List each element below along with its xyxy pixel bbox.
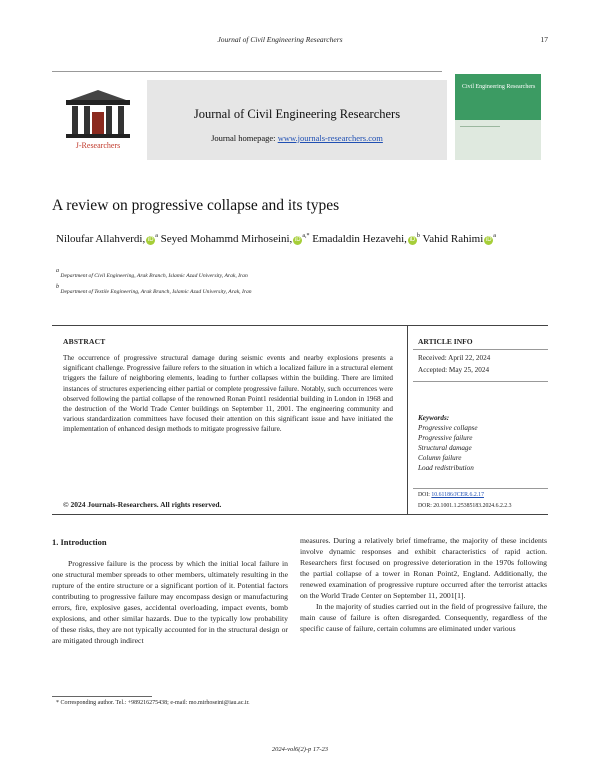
corresponding-author-footnote: * Corresponding author. Tel.: +989216275438; e-mail: mo.mirhoseini@iau.ac.ir. — [56, 700, 250, 706]
abstract-text: The occurrence of progressive structural damage during seismic events and nearby explosions presents a significant challenge. Progressive failure refers to the situation in which a localized failure in a structural element triggers the failure of neighboring elements, leading to further collapses within the building. There are limited instances of structures experiencing either partial or complete progressive failure. Notably, such occurrences were observed following the partial collapse of the renowned Ronan Point1 residential building in London in 1968 and the destruction of the World Trade Center buildings on September 11, 2001. The engineering community and various standardization committees have focused their attention on this significant issue and have initiated the implementation of enhanced design methods to mitigate progressive failure. — [63, 354, 393, 434]
affiliation-text: Department of Civil Engineering, Arak Branch, Islamic Azad University, Arak, Iran — [60, 273, 248, 279]
keywords-list — [418, 423, 478, 473]
body-left-column — [52, 558, 288, 646]
journal-logo-icon — [62, 88, 134, 146]
accepted-date: Accepted: May 25, 2024 — [418, 366, 490, 374]
copyright-notice: © 2024 Journals-Researchers. All rights reserved. — [63, 500, 222, 509]
orcid-icon[interactable]: iD — [294, 237, 301, 243]
body-paragraph: Progressive failure is the process by which the initial local failure in one structural member spreads to other members, ultimately resulting in the rupture of the entire structure or a significant portion of it. Potential factors contributing to progressive failure may encompass design or manufacturing errors, fire, explosive gases, accidental overloading, impact events, bomb explosions, and other similar hazards. Due to the typically low probability of these risks, they are not typically accounted for in the structural design or are mitigated through indirect — [52, 559, 288, 645]
keyword-item: Structural damage — [418, 444, 472, 452]
author-affiliation-mark: a,* — [302, 233, 310, 239]
author-name: Seyed Mohammd Mirhoseini, — [160, 233, 293, 245]
received-date: Received: April 22, 2024 — [418, 354, 491, 362]
running-header-journal: Journal of Civil Engineering Researchers — [217, 35, 343, 44]
journal-banner-title: Journal of Civil Engineering Researchers — [193, 107, 401, 121]
author-affiliation-mark: a — [155, 233, 158, 239]
orcid-icon[interactable]: iD — [485, 237, 492, 243]
homepage-label: Journal homepage: — [211, 133, 276, 143]
abstract-top-rule — [52, 325, 548, 326]
author-list — [56, 229, 556, 246]
abstract-column-divider — [407, 326, 408, 514]
body-right-column — [300, 535, 547, 634]
journal-cover-decoration — [460, 126, 500, 127]
doi-label: DOI: — [418, 492, 430, 498]
keywords-heading: Keywords: — [418, 414, 450, 422]
journal-logo-text: J-Researchers — [75, 141, 121, 150]
journal-homepage — [147, 133, 447, 143]
keyword-item: Load redistribution — [418, 464, 474, 472]
page-number: 17 — [540, 35, 548, 44]
article-info-rule — [413, 349, 548, 350]
page-footer: 2024-vol6(2)-p 17-23 — [271, 746, 329, 753]
author-affiliation-mark: a — [493, 233, 496, 239]
author-affiliation-mark: b — [416, 233, 420, 239]
keyword-item: Progressive failure — [418, 434, 473, 442]
keyword-item: Progressive collapse — [418, 424, 478, 432]
body-paragraph: measures. During a relatively brief timeframe, the majority of these incidents involve dynamic responses and exhibit characteristics of rapid action. Researchers first focused on progressive deterioration in the 1970s following the partial collapse of a tower in Ronan Point2, England. Additionally, the renewed examination of progressive rupture occurred after the terrorist attacks on the World Trade Center on September 11, 2001[1]. — [300, 536, 547, 600]
doi-link[interactable]: 10.61186/JCER.6.2.17 — [431, 492, 484, 498]
affiliation-text: Department of Textile Engineering, Arak Branch, Islamic Azad University, Arak, Iran — [60, 289, 252, 295]
doi-line — [418, 492, 484, 498]
affiliation-b — [56, 284, 252, 295]
journal-cover-title: Civil Engineering Researchers — [462, 84, 536, 90]
keyword-item: Column failure — [418, 454, 462, 462]
dor-line: DOR: 20.1001.1.25385183.2024.6.2.2.3 — [418, 503, 512, 509]
header-divider — [52, 71, 442, 72]
footnote-rule — [52, 696, 152, 697]
abstract-heading: ABSTRACT — [63, 337, 106, 346]
affiliation-mark: a — [56, 268, 59, 274]
author-name: Vahid Rahimi — [422, 233, 484, 245]
article-info-rule — [413, 381, 548, 382]
affiliation-a — [56, 268, 248, 279]
article-info-heading: ARTICLE INFO — [418, 337, 473, 346]
homepage-link[interactable]: www.journals-researchers.com — [277, 133, 383, 143]
abstract-bottom-rule — [52, 514, 548, 515]
author-name: Niloufar Allahverdi, — [56, 233, 146, 245]
affiliation-mark: b — [56, 284, 59, 290]
section-heading-introduction: 1. Introduction — [52, 537, 107, 547]
author-name: Emadaldin Hezavehi, — [312, 233, 407, 245]
article-title: A review on progressive collapse and its types — [52, 197, 340, 214]
orcid-icon[interactable]: iD — [147, 237, 154, 243]
article-info-rule — [413, 488, 548, 489]
orcid-icon[interactable]: iD — [409, 237, 416, 243]
body-paragraph: In the majority of studies carried out in the field of progressive failure, the main cause of failure is often disregarded. Consequently, regardless of the specific cause of failure, certain columns are eliminated under various — [300, 602, 547, 633]
